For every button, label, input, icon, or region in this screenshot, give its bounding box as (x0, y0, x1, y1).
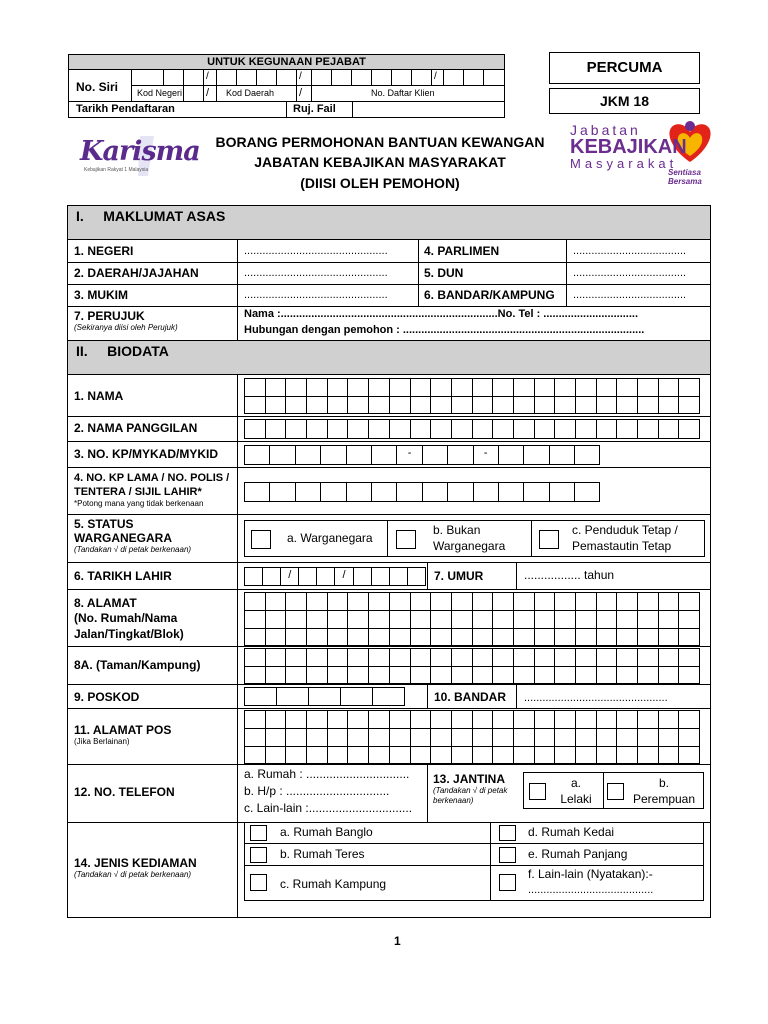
daerah-field[interactable]: ............................................... (244, 267, 388, 279)
hubungan-field[interactable]: Hubungan dengan pemohon : ............................................................................... (244, 324, 645, 336)
kod-negeri-label: Kod Negeri (137, 88, 183, 98)
poskod-label: 9. POSKOD (74, 690, 140, 704)
percuma-badge: PERCUMA (549, 52, 700, 84)
status-c-label: c. Penduduk Tetap / Pemastautin Tetap (572, 523, 678, 553)
lelaki-checkbox[interactable] (529, 783, 546, 800)
slash: / (299, 71, 302, 82)
bandar-kampung-label: 6. BANDAR/KAMPUNG (424, 288, 555, 302)
tel-rumah-field[interactable]: a. Rumah : ............................... (244, 767, 410, 781)
jkm-line3: Masyarakat (570, 156, 678, 171)
section1-header: I. MAKLUMAT ASAS (68, 206, 710, 240)
ruj-fail-label: Ruj. Fail (293, 103, 336, 115)
kediaman-note: (Tandakan √ di petak berkenaan) (74, 870, 192, 879)
perujuk-title: 7. PERUJUK (74, 309, 145, 323)
kediaman-label (74, 856, 234, 880)
kp-dash: - (397, 446, 422, 465)
slash: / (206, 71, 209, 82)
perempuan-checkbox[interactable] (607, 783, 624, 800)
status-label (74, 517, 234, 555)
kediaman-title: 14. JENIS KEDIAMAN (74, 856, 197, 870)
tarikh-pendaftaran-label: Tarikh Pendaftaran (76, 103, 175, 115)
bandar-label: 10. BANDAR (434, 690, 507, 704)
poskod-boxes[interactable] (244, 687, 405, 706)
slash: / (434, 71, 437, 82)
nama-label: 1. NAMA (74, 389, 124, 403)
kediaman-d-checkbox[interactable] (499, 825, 516, 841)
status-c-checkbox[interactable] (539, 530, 559, 549)
taman-label: 8A. (Taman/Kampung) (74, 658, 201, 672)
status-note: (Tandakan √ di petak berkenaan) (74, 545, 192, 554)
kediaman-f-label: f. Lain-lain (Nyatakan):- (528, 867, 653, 881)
umur-field[interactable]: ................. tahun (524, 568, 615, 582)
tel-hp-field[interactable]: b. H/p : ............................... (244, 784, 390, 798)
jkm-logo (570, 118, 718, 184)
kediaman-e-label: e. Rumah Panjang (528, 847, 628, 861)
karisma-wordmark: Karisma (80, 136, 200, 167)
kediaman-c-checkbox[interactable] (250, 874, 267, 891)
no-siri-grid[interactable] (131, 70, 505, 101)
kediaman-a-checkbox[interactable] (250, 825, 267, 841)
date-slash: / (281, 568, 299, 586)
telefon-label: 12. NO. TELEFON (74, 785, 175, 799)
no-kp-lama-boxes[interactable] (244, 482, 600, 502)
jkm-tagline: Sentiasa Bersama (668, 168, 702, 186)
karisma-logo (78, 132, 200, 177)
jantina-note: (Tandakan √ di petak berkenaan) (433, 786, 508, 805)
no-kp-boxes[interactable] (244, 445, 600, 465)
bandar-kampung-field[interactable]: ..................................... (573, 289, 687, 301)
slash: / (206, 87, 210, 99)
dun-field[interactable]: ..................................... (573, 267, 687, 279)
page-number: 1 (394, 934, 401, 948)
status-title: 5. STATUS WARGANEGARA (74, 517, 172, 545)
alamat-pos-title: 11. ALAMAT POS (74, 723, 172, 737)
kediaman-e-checkbox[interactable] (499, 847, 516, 863)
kediaman-d-label: d. Rumah Kedai (528, 825, 615, 839)
no-daftar-label: No. Daftar Klien (371, 88, 435, 98)
alamat-sub: (No. Rumah/Nama Jalan/Tingkat/Blok) (74, 611, 184, 641)
negeri-field[interactable]: ............................................... (244, 245, 388, 257)
alamat-title: 8. ALAMAT (74, 596, 137, 610)
umur-label: 7. UMUR (434, 569, 484, 583)
status-a-label: a. Warganegara (287, 531, 373, 545)
kediaman-f-field[interactable]: ......................................... (528, 884, 654, 896)
alamat-label (74, 596, 224, 642)
bandar-field[interactable]: ............................................... (524, 692, 668, 704)
alamat-pos-boxes[interactable] (244, 710, 700, 764)
no-kp-lama-label (74, 471, 234, 509)
daerah-label: 2. DAERAH/JAJAHAN (74, 266, 199, 280)
kediaman-f-checkbox[interactable] (499, 874, 516, 891)
jantina-label (433, 772, 523, 806)
alamat-pos-label (74, 723, 171, 747)
kp-lama-note: *Potong mana yang tidak berkenaan (74, 499, 204, 508)
kediaman-b-checkbox[interactable] (250, 847, 267, 863)
lelaki-label: a. Lelaki (560, 776, 592, 806)
taman-boxes[interactable] (244, 648, 700, 684)
perujuk-nama-field[interactable]: Nama :.......................................................................No. Tel : ............................... (244, 308, 639, 320)
mukim-label: 3. MUKIM (74, 288, 128, 302)
kediaman-c-label: c. Rumah Kampung (280, 877, 387, 891)
parlimen-label: 4. PARLIMEN (424, 244, 500, 258)
alamat-pos-note: (Jika Berlainan) (74, 737, 130, 746)
jkm-line1: Jabatan (570, 122, 641, 138)
mukim-field[interactable]: ............................................... (244, 289, 388, 301)
kediaman-a-label: a. Rumah Banglo (280, 825, 373, 839)
form-title-2: JABATAN KEBAJIKAN MASYARAKAT (254, 154, 506, 170)
nama-panggilan-label: 2. NAMA PANGGILAN (74, 421, 198, 435)
perujuk-note: (Sekiranya diisi oleh Perujuk) (74, 323, 178, 332)
perempuan-label: b. Perempuan (632, 776, 696, 806)
status-b-label: b. Bukan Warganegara (433, 523, 506, 553)
status-b-checkbox[interactable] (396, 530, 416, 549)
kod-daerah-label: Kod Daerah (226, 88, 275, 98)
jkm18-badge: JKM 18 (549, 88, 700, 114)
karisma-tagline: Kebajikan Rakyat 1 Malaysia (84, 167, 149, 173)
parlimen-field[interactable]: ..................................... (573, 245, 687, 257)
section2-header: II. BIODATA (68, 340, 710, 375)
form-title-1: BORANG PERMOHONAN BANTUAN KEWANGAN (215, 134, 545, 150)
tarikh-lahir-label: 6. TARIKH LAHIR (74, 569, 172, 583)
dun-label: 5. DUN (424, 266, 464, 280)
slash: / (299, 87, 303, 99)
kediaman-b-label: b. Rumah Teres (280, 847, 365, 861)
jkm-line2: KEBAJIKAN (570, 136, 687, 158)
office-use-title: UNTUK KEGUNAAN PEJABAT (69, 55, 504, 70)
no-siri-label: No. Siri (76, 80, 119, 94)
nama-boxes[interactable] (244, 378, 700, 414)
date-slash: / (335, 568, 353, 586)
tel-lain-field[interactable]: c. Lain-lain :............................... (244, 801, 413, 815)
kp-lama-title: 4. NO. KP LAMA / NO. POLIS / TENTERA / SIJIL LAHIR* (74, 472, 230, 498)
kp-dash: - (474, 446, 499, 465)
negeri-label: 1. NEGERI (74, 244, 134, 258)
alamat-boxes[interactable] (244, 592, 700, 646)
nama-panggilan-boxes[interactable] (244, 419, 700, 439)
tarikh-lahir-boxes[interactable] (244, 567, 426, 586)
status-a-checkbox[interactable] (251, 530, 271, 549)
no-kp-label: 3. NO. KP/MYKAD/MYKID (74, 447, 219, 461)
form-title-3: (DIISI OLEH PEMOHON) (300, 175, 460, 191)
perujuk-label (74, 309, 178, 333)
jantina-title: 13. JANTINA (433, 772, 506, 786)
